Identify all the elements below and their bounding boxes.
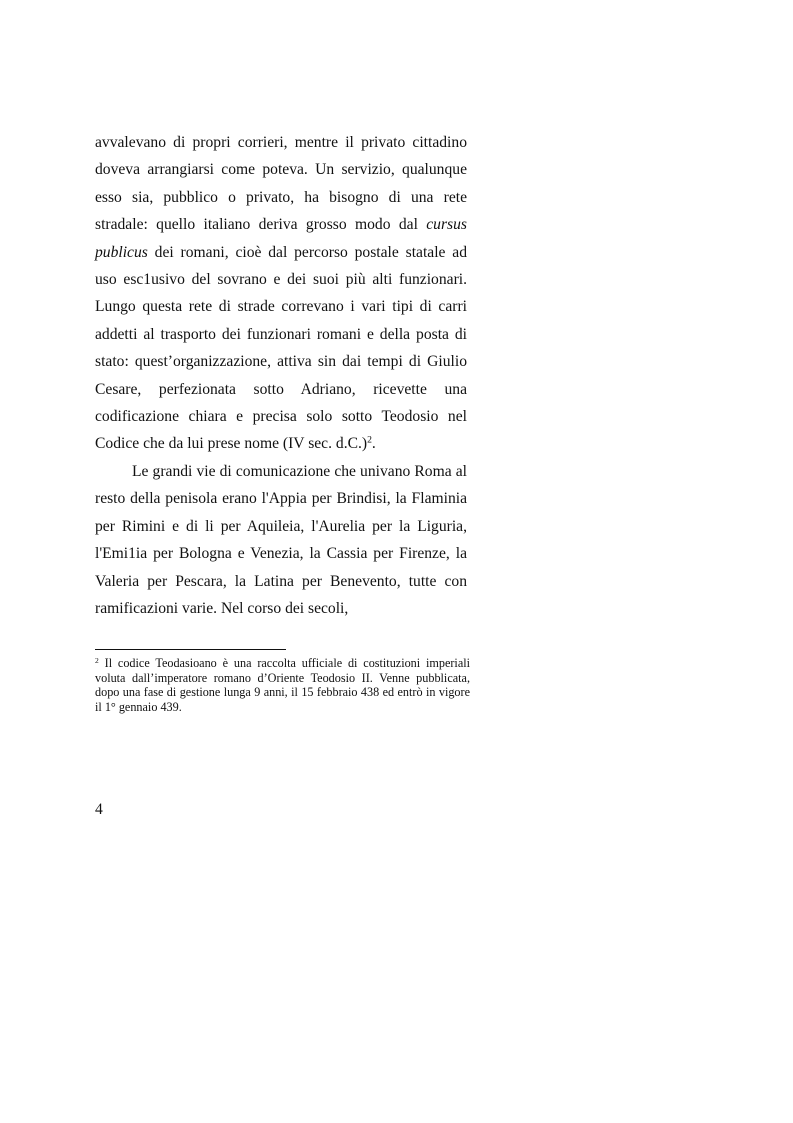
paragraph-1-text-middle: dei romani, cioè dal percorso postale statale ad uso esc1usivo del sovrano e dei suoi più alti funzionari. Lungo questa rete di strade correvano i vari tipi di carri addetti al trasporto dei funzionari romani e della posta di stato: quest’organizzazione, attiva sin dai tempi di Giulio Cesare, perfezionata sotto Adriano, ricevette una codificazione chiara e precisa solo sotto Teodosio nel Codice che da lui prese nome (IV sec. d.C.)	[95, 243, 467, 453]
footnote-text: Il codice Teodasioano è una raccolta ufficiale di costituzioni imperiali voluta dall’imperatore romano d’Oriente Teodosio II. Venne pubblicata, dopo una fase di gestione lunga 9 anni, il 15 febbraio 438 ed entrò in vigore il 1° gennaio 439.	[95, 656, 470, 714]
paragraph-1	[95, 129, 467, 458]
page-number: 4	[95, 801, 103, 818]
footnote-reference[interactable]: 2	[367, 435, 372, 447]
paragraph-1-text-start: avvalevano di propri corrieri, mentre il privato cittadino doveva arrangiarsi come poteva. Un servizio, qualunque esso sia, pubblico o privato, ha bisogno di una rete stradale: quello italiano deriva grosso modo dal	[95, 134, 467, 234]
footnote-paragraph	[95, 656, 470, 714]
footnote	[95, 656, 470, 714]
main-text	[95, 129, 467, 622]
paragraph-2: Le grandi vie di comunicazione che univano Roma al resto della penisola erano l'Appia per Brindisi, la Flaminia per Rimini e di li per Aquileia, l'Aurelia per la Liguria, l'Emi1ia per Bologna e Venezia, la Cassia per Firenze, la Valeria per Pescara, la Latina per Benevento, tutte con ramificazioni varie. Nel corso dei secoli,	[95, 462, 467, 617]
paragraph-1-text-end: .	[371, 435, 376, 453]
footnote-number: 2	[95, 655, 99, 665]
italic-term-cursus-publicus: cursus publicus	[95, 216, 467, 261]
footnote-separator	[95, 649, 286, 650]
